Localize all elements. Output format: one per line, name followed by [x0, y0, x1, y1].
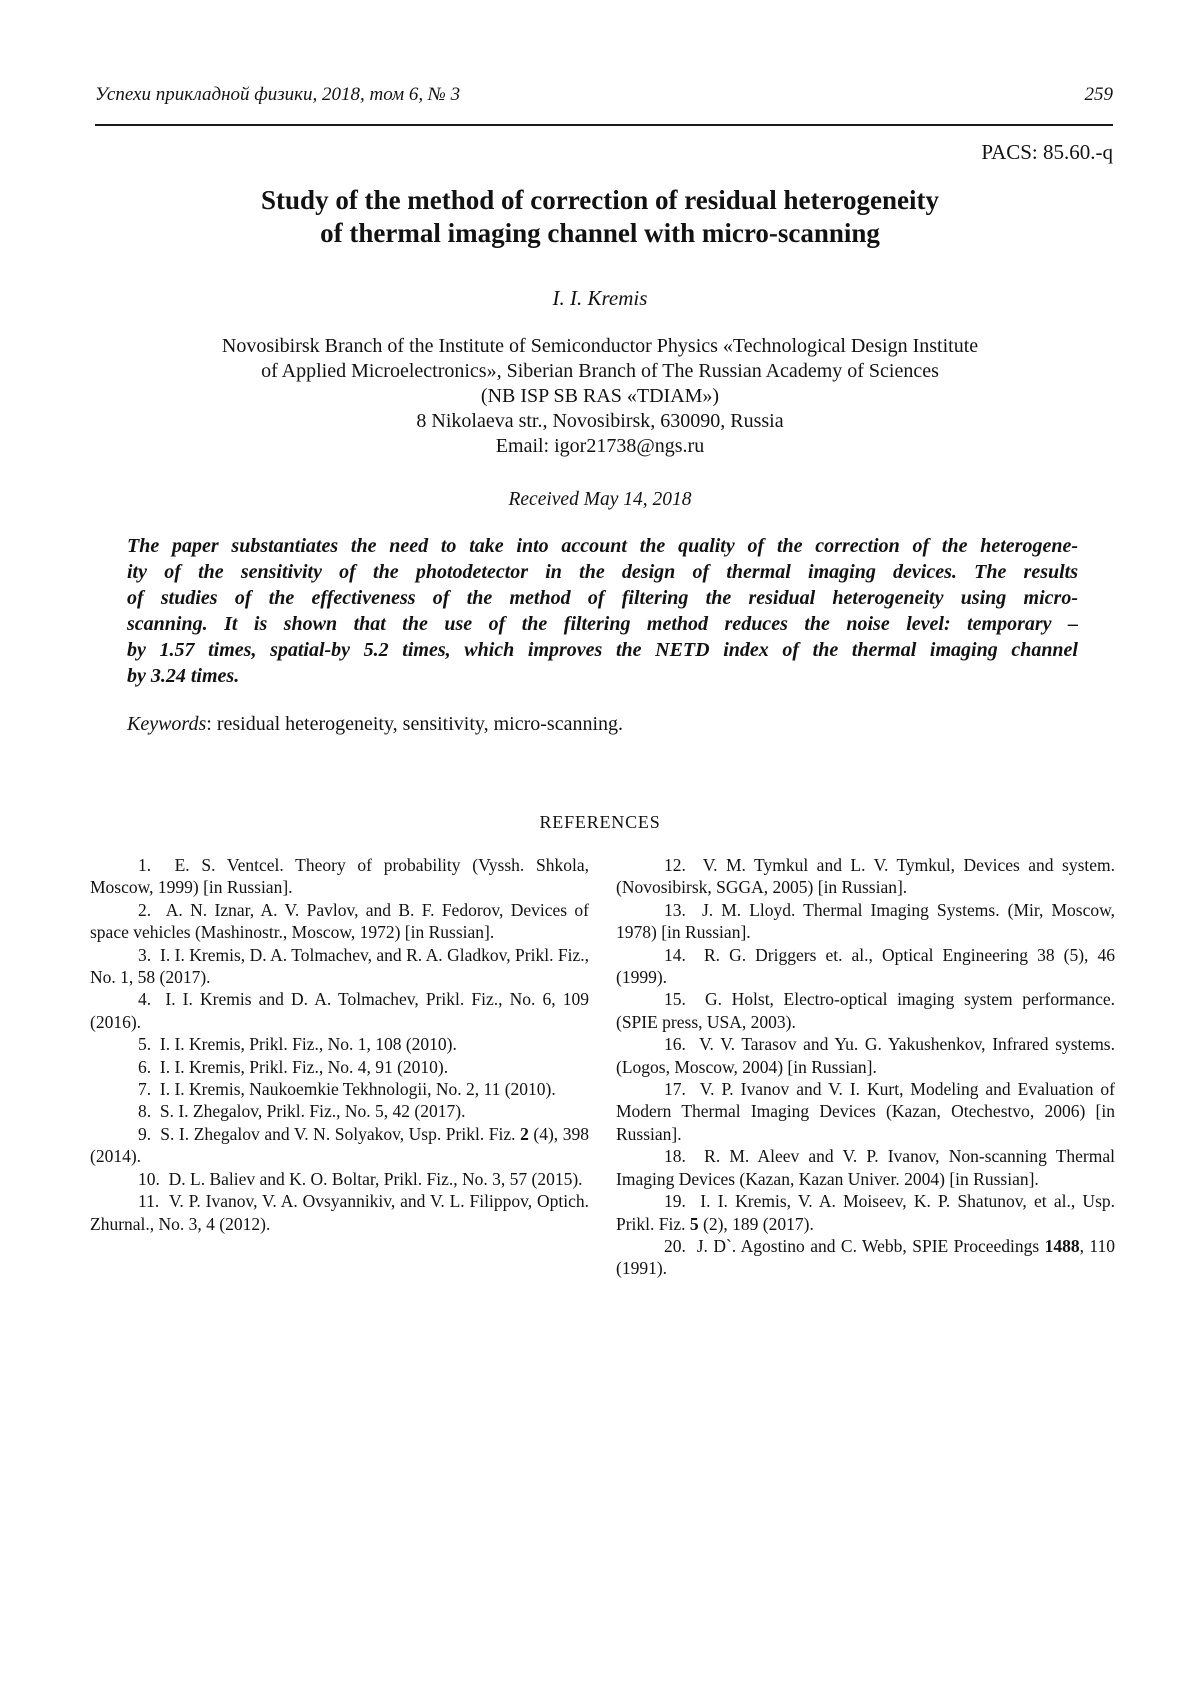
- abstract-line: The paper substantiates the need to take into account the quality of the correction of the heterogene-: [127, 535, 1078, 557]
- reference-item: 5. I. I. Kremis, Prikl. Fiz., No. 1, 108 (2010).: [138, 1034, 457, 1055]
- reference-item: 7. I. I. Kremis, Naukoemkie Tekhnologii, No. 2, 11 (2010).: [138, 1079, 556, 1100]
- affiliation-line: of Applied Microelectronics», Siberian Branch of The Russian Academy of Sciences: [261, 360, 939, 382]
- reference-item: 9. S. I. Zhegalov and V. N. Solyakov, Usp. Prikl. Fiz. 2 (4), 398 (2014).: [90, 1123, 589, 1167]
- author-name: I. I. Kremis: [552, 286, 648, 310]
- abstract: [127, 533, 1078, 689]
- abstract-line: by 3.24 times.: [127, 665, 240, 687]
- keywords: [127, 713, 623, 736]
- header-rule: [95, 124, 1113, 126]
- running-header: [95, 84, 1113, 106]
- keywords-label: Keywords: [127, 713, 207, 735]
- reference-item: 19. I. I. Kremis, V. A. Moiseev, K. P. Shatunov, et al., Usp. Prikl. Fiz. 5 (2), 189 (2017).: [616, 1191, 1115, 1234]
- paper-title: [0, 184, 1200, 250]
- affiliation-line: Email: igor21738@ngs.ru: [495, 435, 705, 457]
- reference-item: 3. I. I. Kremis, D. A. Tolmachev, and R. A. Gladkov, Prikl. Fiz., No. 1, 58 (2017).: [90, 944, 589, 988]
- reference-item: 15. G. Holst, Electro-optical imaging system performance. (SPIE press, USA, 2003).: [616, 989, 1115, 1032]
- reference-item: 17. V. P. Ivanov and V. I. Kurt, Modeling and Evaluation of Modern Thermal Imaging Devices (Kazan, Otechestvo, 2006) [in Russian].: [616, 1079, 1115, 1144]
- affiliation-line: (NB ISP SB RAS «TDIAM»): [480, 385, 720, 407]
- reference-item: 12. V. M. Tymkul and L. V. Tymkul, Devices and system. (Novosibirsk, SGGA, 2005) [in Russian].: [616, 855, 1115, 898]
- pacs-code: PACS: 85.60.-q: [981, 140, 1113, 164]
- reference-item: 6. I. I. Kremis, Prikl. Fiz., No. 4, 91 (2010).: [138, 1056, 449, 1077]
- reference-item: 14. R. G. Driggers et. al., Optical Engineering 38 (5), 46 (1999).: [616, 944, 1115, 988]
- received-date: Received May 14, 2018: [508, 489, 692, 510]
- references-heading: REFERENCES: [539, 812, 661, 832]
- reference-item: 4. I. I. Kremis and D. A. Tolmachev, Prikl. Fiz., No. 6, 109 (2016).: [90, 989, 589, 1032]
- reference-item: 11. V. P. Ivanov, V. A. Ovsyannikiv, and V. L. Filippov, Optich. Zhurnal., No. 3, 4 (2012).: [90, 1191, 589, 1234]
- affiliation: [0, 334, 1200, 459]
- abstract-line: of studies of the effectiveness of the method of filtering the residual heterogeneity using micro-: [127, 587, 1078, 609]
- reference-item: 10. D. L. Baliev and K. O. Boltar, Prikl. Fiz., No. 3, 57 (2015).: [138, 1168, 583, 1189]
- references-column-left: [90, 854, 589, 1280]
- references-section: [90, 854, 1115, 1280]
- abstract-line: ity of the sensitivity of the photodetector in the design of thermal imaging devices. The results: [127, 561, 1078, 583]
- affiliation-line: Novosibirsk Branch of the Institute of Semiconductor Physics «Technological Design Institute: [221, 335, 979, 357]
- reference-item: 18. R. M. Aleev and V. P. Ivanov, Non-scanning Thermal Imaging Devices (Kazan, Kazan Univer. 2004) [in Russian].: [616, 1146, 1115, 1189]
- reference-item: 13. J. M. Lloyd. Thermal Imaging Systems. (Mir, Moscow, 1978) [in Russian].: [616, 899, 1115, 943]
- title-line: Study of the method of correction of residual heterogeneity: [261, 185, 939, 215]
- keywords-text: : residual heterogeneity, sensitivity, micro-scanning.: [206, 713, 624, 735]
- affiliation-line: 8 Nikolaeva str., Novosibirsk, 630090, Russia: [416, 410, 784, 432]
- abstract-line: by 1.57 times, spatial-by 5.2 times, which improves the NETD index of the thermal imaging channel: [127, 639, 1078, 661]
- reference-item: 16. V. V. Tarasov and Yu. G. Yakushenkov, Infrared systems. (Logos, Moscow, 2004) [in Russian].: [616, 1034, 1115, 1077]
- page-number: 259: [1084, 84, 1113, 105]
- abstract-line: scanning. It is shown that the use of the filtering method reduces the noise level: temporary –: [127, 613, 1078, 635]
- journal-header: Успехи прикладной физики, 2018, том 6, № 3: [95, 84, 461, 105]
- reference-item: 20. J. D`. Agostino and C. Webb, SPIE Proceedings 1488, 110 (1991).: [616, 1235, 1115, 1279]
- references-column-right: [616, 854, 1115, 1280]
- reference-item: 1. E. S. Ventcel. Theory of probability (Vyssh. Shkola, Moscow, 1999) [in Russian].: [90, 855, 589, 898]
- title-line: of thermal imaging channel with micro-scanning: [320, 218, 880, 248]
- reference-item: 2. A. N. Iznar, A. V. Pavlov, and B. F. Fedorov, Devices of space vehicles (Mashinostr., Moscow, 1972) [in Russian].: [90, 899, 589, 943]
- reference-item: 8. S. I. Zhegalov, Prikl. Fiz., No. 5, 42 (2017).: [138, 1101, 466, 1122]
